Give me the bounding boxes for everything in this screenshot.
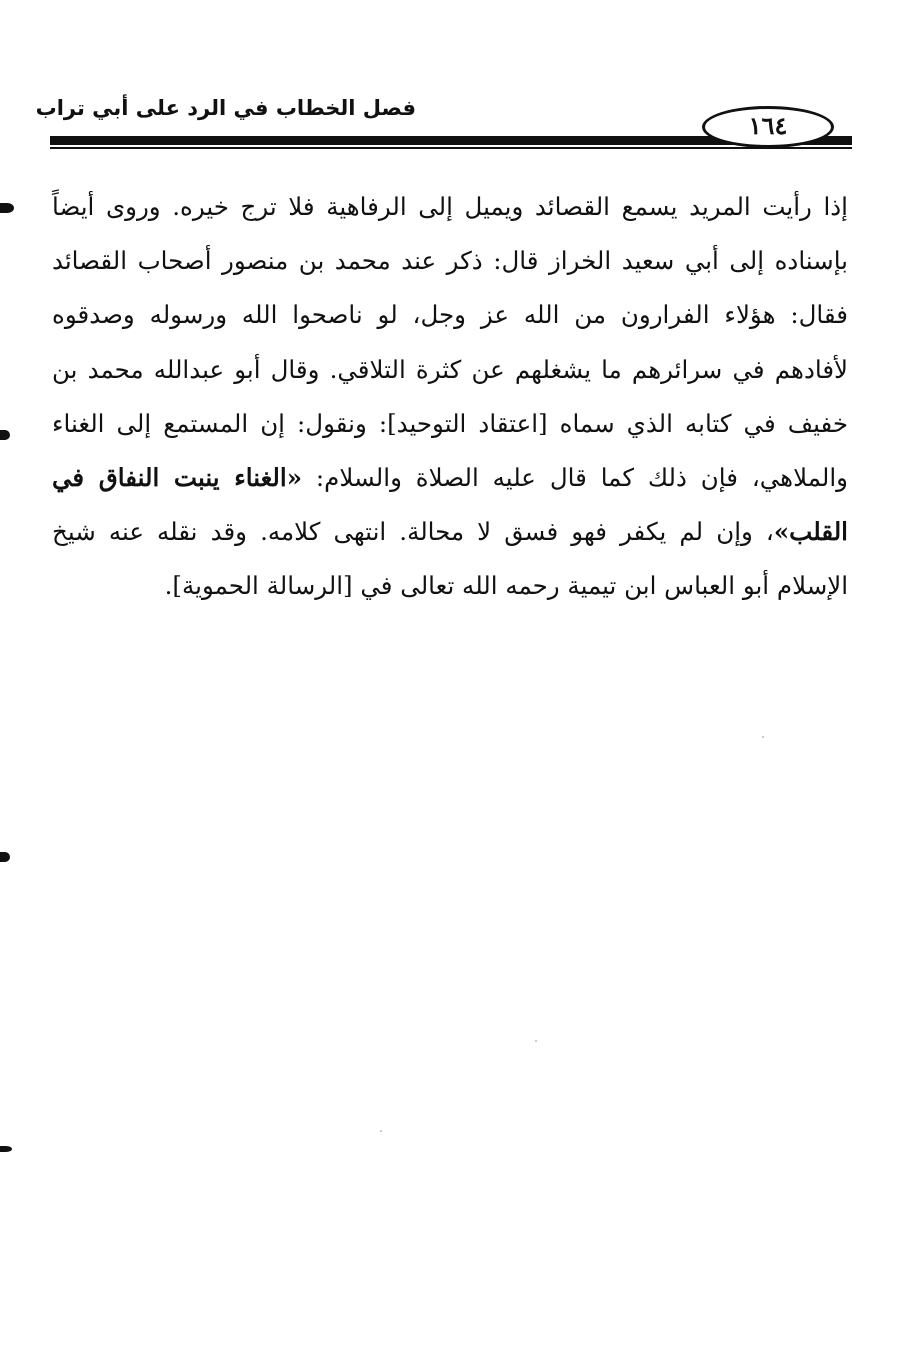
- scan-speck: [762, 736, 764, 738]
- hadith-quote: «الغناء ينبت النفاق في القلب»: [52, 463, 848, 547]
- scan-speck: [535, 1040, 537, 1042]
- page-header: [35, 92, 852, 152]
- margin-mark: [0, 203, 14, 213]
- margin-mark: [0, 852, 10, 862]
- page-number: ١٦٤: [702, 106, 834, 148]
- margin-mark: [0, 430, 10, 440]
- body-paragraph: [52, 180, 848, 614]
- text-after-hadith: ، وإن لم يكفر فهو فسق لا محالة. انتهى كلامه. وقد نقله عنه شيخ الإسلام أبو العباس ابن تيمية رحمه الله تعالى في [الرسالة الحموية].: [52, 517, 848, 601]
- paragraph: [52, 180, 848, 614]
- margin-mark: [0, 1146, 12, 1152]
- header-rule-thin: [50, 147, 852, 149]
- running-title: فصل الخطاب في الرد على أبي تراب: [35, 96, 416, 120]
- text-before-hadith: إذا رأيت المريد يسمع القصائد ويميل إلى الرفاهية فلا ترج خيره. وروى أيضاً بإسناده إلى أبي سعيد الخراز قال: ذكر عند محمد بن منصور أصحاب القصائد فقال: هؤلاء الفرارون من الله عز وجل، لو ناصحوا الله ورسوله وصدقوه لأفادهم في سرائرهم ما يشغلهم عن كثرة التلاقي. وقال أبو عبدالله محمد بن خفيف في كتابه الذي سماه [اعتقاد التوحيد]: ونقول: إن المستمع إلى الغناء والملاهي، فإن ذلك كما قال عليه الصلاة والسلام:: [52, 192, 848, 493]
- scan-speck: [380, 1130, 382, 1132]
